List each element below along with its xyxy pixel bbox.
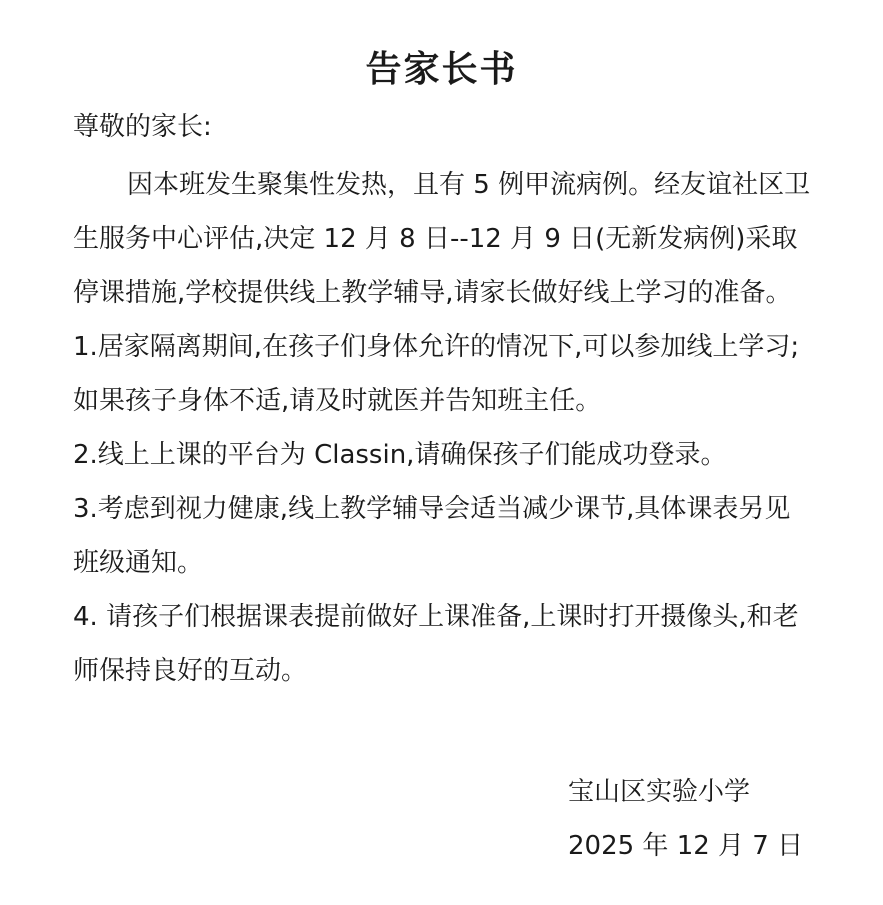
notice-body bbox=[73, 158, 815, 698]
list-item-4: 4. 请孩子们根据课表提前做好上课准备,上课时打开摄像头,和老师保持良好的互动。 bbox=[73, 602, 799, 686]
notice-title: 告家长书 bbox=[365, 49, 518, 90]
salutation: 尊敬的家长: bbox=[73, 112, 212, 142]
signature-date: 2025 年 12 月 7 日 bbox=[568, 831, 804, 861]
intro-paragraph: 因本班发生聚集性发热，且有 5 例甲流病例。经友谊社区卫生服务中心评估,决定 12 月 8 日--12 月 9 日(无新发病例)采取停课措施,学校提供线上教学辅导,请家长做好线上学习的准备。 bbox=[73, 170, 811, 308]
list-item-2: 2.线上上课的平台为 Classin,请确保孩子们能成功登录。 bbox=[73, 440, 727, 470]
list-item-3: 3.考虑到视力健康,线上教学辅导会适当减少课节,具体课表另见班级通知。 bbox=[73, 494, 791, 578]
school-signature: 宝山区实验小学 bbox=[568, 777, 751, 807]
list-item-1: 1.居家隔离期间,在孩子们身体允许的情况下,可以参加线上学习;如果孩子身体不适,请及时就医并告知班主任。 bbox=[73, 332, 800, 416]
